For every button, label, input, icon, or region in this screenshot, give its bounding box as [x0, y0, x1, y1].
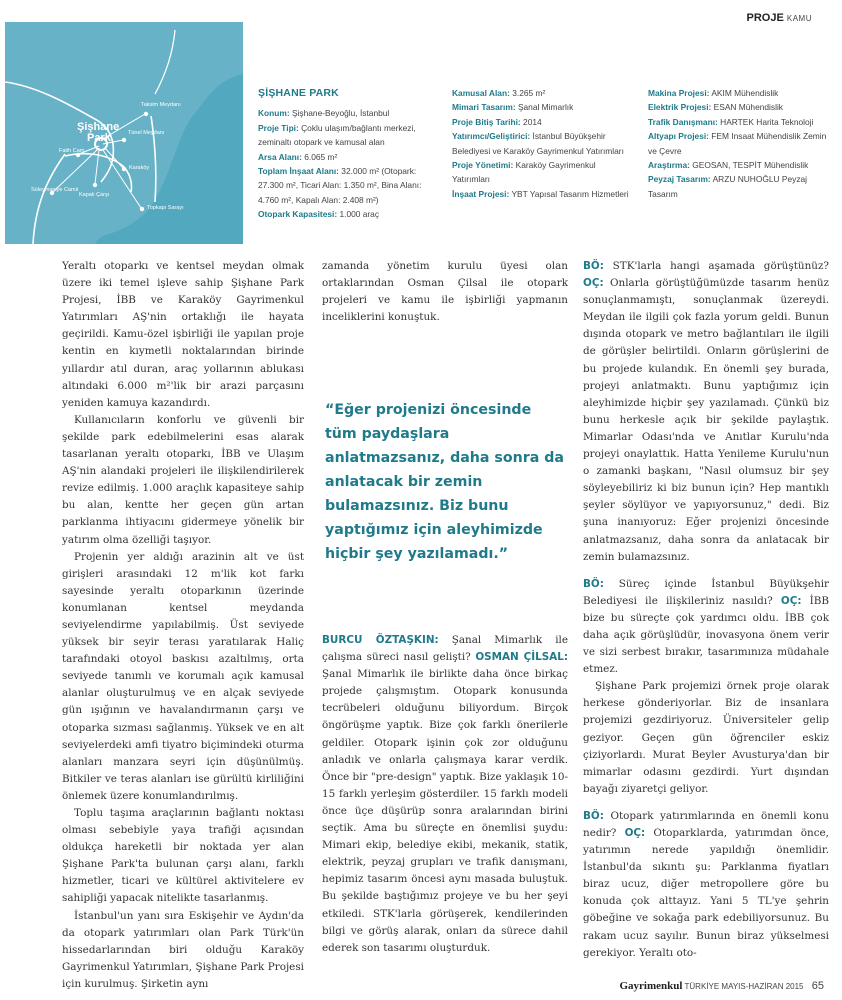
map-label-kapali: Kapalı Çarşı: [79, 192, 110, 198]
info-column-2: [452, 86, 634, 201]
info-item: Makina Projesi: AKIM Mühendislik: [648, 88, 779, 98]
info-item: Konum: Şişhane-Beyoğlu, İstanbul: [258, 108, 390, 119]
map-label-karakoy: Karaköy: [129, 165, 150, 171]
map-label-topkapi: Topkapı Sarayı: [147, 205, 184, 211]
map-graphic: [5, 22, 243, 244]
info-item: İnşaat Projesi: YBT Yapısal Tasarım Hizmetleri: [452, 188, 629, 199]
info-item: Arsa Alanı: 6.065 m²: [258, 151, 338, 162]
body-paragraph: İstanbul'un yanı sıra Eskişehir ve Aydın'da da otopark yatırımları olan Park Türk'ün hissedarlarından biri olduğu Karaköy Gayrimenkul Yatırımları, Şişhane Park Projesi için kurulmuş. Şirketin aynı: [62, 909, 304, 990]
interview-block: BÖ: Süreç içinde İstanbul Büyükşehir Belediyesi ile ilişkileriniz nasıldı? OÇ: İBB bize bu süreçte çok yardımcı oldu. İBB çok daha açık görüşlüdür, inovasyona önem verir ve sizi serbest bırakır, tasarımınıza müdahale etmez.: [583, 577, 830, 676]
section-header: [747, 12, 812, 24]
section-label: PROJE: [746, 12, 784, 24]
info-column-1: [258, 86, 438, 222]
info-item: Proje Tipi: Çoklu ulaşım/bağlantı merkezi, zeminaltı otopark ve kamusal alan: [258, 122, 416, 148]
body-paragraph: Kullanıcıların konforlu ve güvenli bir şekilde park edebilmelerini esas alarak tasarlanan yeraltı otoparkı, İBB ve Ulaşım AŞ'nin alandaki projeleri ile ilişkilendirilerek revize edilmiş. 1.000 araçlık kapasiteye sahip bu alan, kentte her geçen gün artan parklanma ihtiyacını gidermeye yönelik bir yatırım olma özelliği taşıyor.: [62, 413, 304, 546]
info-item: Araştırma: GEOSAN, TESPİT Mühendislik: [648, 160, 809, 171]
magazine-brand: Gayrimenkul: [619, 980, 683, 992]
article-column-2: [322, 258, 568, 326]
map-label-taksim: Taksim Meydanı: [141, 102, 181, 108]
page-footer: [619, 980, 824, 992]
page-number: 65: [811, 980, 824, 992]
subsection-label: KAMU: [786, 14, 812, 23]
body-paragraph: Toplu taşıma araçlarının bağlantı noktası olması sebebiyle yaya trafiği açısından oldukça hareketli bir noktada yer alan Şişhane Park'ta bulunan çarşı alanı, farklı hizmetler, ticari ve kültürel aktivitelere ev sahipliği yapacak nitelikte tasarlanmış.: [62, 807, 304, 905]
project-title: ŞİŞHANE PARK: [258, 87, 339, 99]
map-label-tunel: Tünel Meydanı: [128, 130, 165, 136]
map-label-fatih: Fatih Cam: [59, 148, 85, 154]
info-item: Peyzaj Tasarım: ARZU NUHOĞLU Peyzaj Tasarım: [648, 174, 808, 199]
info-item: Proje Bitiş Tarihi: 2014: [452, 116, 542, 127]
body-paragraph: Şişhane Park projemizi örnek proje olarak herkese gönderiyorlar. Biz de insanlara projemizi gezdiriyoruz. Üniversiteler gelip geziyor. Geçen gün öğrenciler eskiz çiziyorlardı. Murat Beyler Avusturya'dan bir mimarlar odasını gezdirdi. Yurt dışından bayağı ziyaretçi geliyor.: [583, 680, 829, 795]
map-label-park: Park: [87, 132, 111, 144]
article-column-2-interview: [322, 632, 568, 957]
article-column-3: [583, 258, 829, 962]
info-item: Yatırımcı/Geliştirici: İstanbul Büyükşehir Belediyesi ve Karaköy Gayrimenkul Yatırımları: [452, 131, 624, 156]
info-column-3: [648, 86, 828, 201]
info-item: Proje Yönetimi: Karaköy Gayrimenkul Yatırımları: [452, 160, 596, 185]
info-item: Mimari Tasarım: Şanal Mimarlık: [452, 102, 574, 113]
body-paragraph: Projenin yer aldığı arazinin alt ve üst girişleri arasındaki 12 m'lik kot farkı sayesinde yeraltı otoparkının üzerinde konumlanan kentsel meydanda seviyelendirme yapılabilmiş. Üst seviyede yüksek bir seyir terası yaratılarak Haliç tarafındaki otoyol baskısı azaltılmış, orta seviyede tanımlı ve korumalı açık kamusal alanlar oluşturulmuş ve en alçak seviyede gün ışığının ve havalandırmanın çarşı ve otoparka sızması sağlanmış. Yüksek ve en alt seviyelerdeki amfi tiyatro biçimindeki oturma alanları manzara seyri için düşünülmüş. Bitkiler ve teras alanları ise gürültü kirliliğini önlemek üzere konumlandırılmış.: [62, 550, 304, 802]
body-paragraph: Yeraltı otoparkı ve kentsel meydan olmak üzere iki temel işleve sahip Şişhane Park Projesi, İBB ve Karaköy Gayrimenkul Yatırımları AŞ'nin ortaklığı ile hayata geçirildi. Kamu-özel işbirliği ile yapılan proje kentin en kıymetli noktalarından birinde yıllardır atıl duran, araç yollarının ablukası altındaki 6.000 m²'lik bir arazi parçasını yeniden kamuya kazandırdı.: [62, 260, 304, 409]
body-paragraph: zamanda yönetim kurulu üyesi olan ortaklarından Osman Çilsal ile otopark projeleri ve kamu ile işbirliği yapmanın inceliklerini konuştuk.: [322, 260, 568, 324]
info-item: Elektrik Projesi: ESAN Mühendislik: [648, 102, 783, 113]
location-map: [5, 22, 243, 244]
interview-block: BÖ: STK'larla hangi aşamada görüştünüz? OÇ: Onlarla görüştüğümüzde tasarım henüz sonuçlanmamıştı, sonuçlanmak üzereydi. Meydan ile ilgili çok fazla yorum geldi. Bunun dışında otopark ve metro bağlantıları ile ilgili de görüşler belirtildi. Onların görüşlerini de bu projede kulandık. En önemli şey burada, projeyi anlatmaktı. Bunu yaptığımız için aleyhimizde hiçbir şey yazılamadı. Çünkü biz bunu herkesle açık bir şekilde paylaştık. Mimarlar Odası'nda ve Anıtlar Kurulu'nda projeyi onaylattık. Hatta Yenileme Kurulu'nun o zamanki başkanı, "Nasıl olumsuz bir şey söyleyebiliriz ki biz bunun için? Hep mantıklı şeyler söylüyor ve yapıyorsunuz," dedi. Biz şuna inanıyoruz: Eğer projenizi öncesinde anlatmazsanız, daha sonra da anlatacak bir zemin bulamazsınız.: [583, 260, 829, 563]
issue-date: MAYIS-HAZİRAN 2015: [721, 982, 804, 991]
info-item: Toplam İnşaat Alanı: 32.000 m² (Otopark: 27.300 m², Ticari Alan: 1.350 m², Bina Alanı: 4.760 m², Kapalı Alan: 2.408 m²): [258, 166, 422, 205]
map-label-suleymaniye: Süleymaniye Camii: [31, 187, 79, 193]
article-column-1: [62, 258, 304, 993]
interview-block: BÖ: Otopark yatırımlarında en önemli konu nedir? OÇ: Otoparklarda, yatırımdan önce, yatırımın nerede yapıldığı önemlidir. İstanbul'da sıkıntı şu: Parklanma fiyatları biraz ucuz, diğer metropollere göre bu konuda çok alttayız. Yani 5 TL'ye şehrin göbeğine ve sokağa park edebiliyorsunuz. Bu rakam ucuz sayılır. Bunun biraz yükselmesi gerekiyor. Yeraltı oto-: [583, 809, 829, 959]
interview-block: BURCU ÖZTAŞKIN: Şanal Mimarlık ile çalışma süreci nasıl gelişti? OSMAN ÇİLSAL: Şanal Mimarlık ile birlikte daha önce birkaç projede çalışmıştım. Otopark konusunda tecrübeleri olduğunu biliyordum. Birçok öngörüşme yaptık. Bize çok farklı önerilerle geldiler. Otopark işinin çok zor olduğunu anladık ve onlarla çalışmaya karar verdik. Önce bir "pre-design" yaptık. Bize yaklaşık 10-15 farklı yerleşim gösterdiler. 15 farklı modeli önce üçe düşürüp sonra aralarından birini seçtik. Ama bu süreçte en önemlisi şuydu: Mimari ekip, belediye ekibi, mekanik, statik, elektrik, peyzaj grupları ve trafik danışmanı, hepimiz tasarım öncesi aynı masada buluştuk. Bu şekilde baştığımız projeye ve bu her şeyi etkiledi. STK'larla görüşerek, kendilerinden bilgi ve görüş alarak, onları da sürece dahil ederek son tasarımı oluşturduk.: [322, 634, 569, 954]
pull-quote: “Eğer projenizi öncesinde tüm paydaşlara anlatmazsanız, daha sonra da anlatacak bir zemin bulamazsınız. Biz bunu yaptığımız için aleyhimizde hiçbir şey yazılamadı.”: [325, 402, 564, 562]
info-item: Altyapı Projesi: FEM Insaat Mühendislik Zemin ve Çevre: [648, 131, 827, 156]
magazine-brand-sub: TÜRKİYE: [684, 982, 720, 991]
map-label-sishane: Şişhane: [77, 121, 120, 133]
info-item: Trafik Danışmanı: HARTEK Harita Teknoloji: [648, 116, 814, 127]
info-item: Otopark Kapasitesi: 1.000 araç: [258, 209, 380, 220]
info-item: Kamusal Alan: 3.265 m²: [452, 88, 546, 98]
